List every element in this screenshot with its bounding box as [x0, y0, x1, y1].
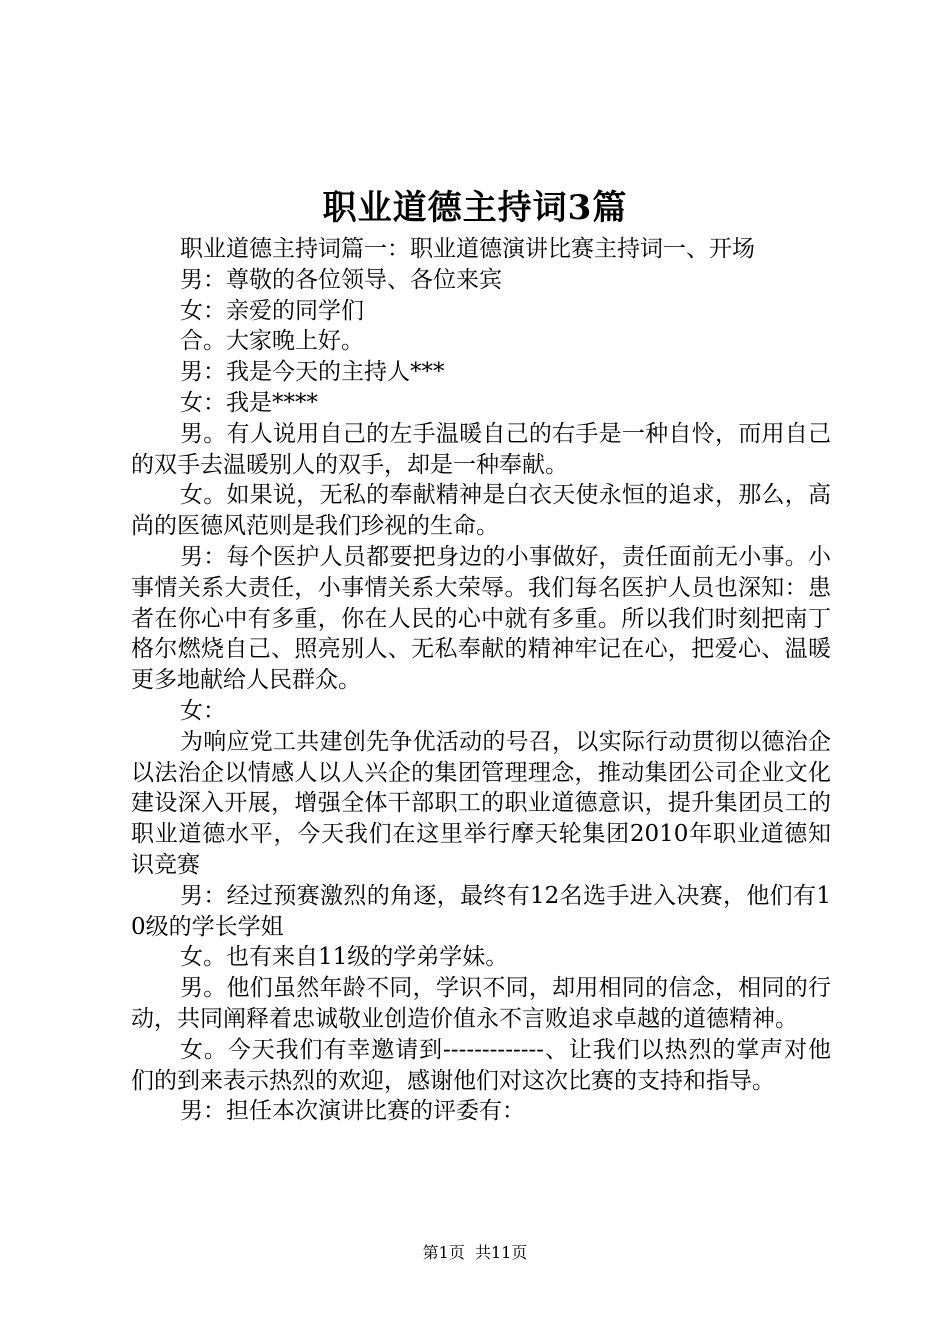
paragraph: 男：尊敬的各位领导、各位来宾	[180, 266, 502, 293]
paragraph: 男。他们虽然年龄不同，学识不同，却用相同的信念，相同的行动，共同阐释着忠诚敬业创造价值永不言败追求卓越的道德精神。	[131, 975, 831, 1032]
page-number-footer: 第1页 共11页	[422, 1243, 528, 1262]
paragraph: 男。有人说用自己的左手温暖自己的右手是一种自怜，而用自己的双手去温暖别人的双手，却是一种奉献。	[131, 420, 831, 478]
paragraph: 男：经过预赛激烈的角逐，最终有12名选手进入决赛，他们有10级的学长学姐	[131, 882, 831, 940]
paragraph: 女：我是****	[180, 389, 318, 416]
paragraph: 女：	[180, 697, 226, 724]
paragraph: 男：担任本次演讲比赛的评委有：	[180, 1098, 525, 1125]
paragraph: 为响应党工共建创先争优活动的号召，以实际行动贯彻以德治企以法治企以情感人以人兴企的集团管理理念，推动集团公司企业文化建设深入开展，增强全体干部职工的职业道德意识，提升集团员工的职业道德水平，今天我们在这里举行摩天轮集团2010年职业道德知识竞赛	[131, 728, 831, 878]
paragraph: 职业道德主持词篇一：职业道德演讲比赛主持词一、开场	[180, 236, 755, 262]
paragraph: 女：亲爱的同学们	[180, 297, 364, 324]
paragraph: 合。大家晚上好。	[180, 328, 364, 355]
paragraph: 男：每个医护人员都要把身边的小事做好，责任面前无小事。小事情关系大责任，小事情关系大荣辱。我们每名医护人员也深知：患者在你心中有多重，你在人民的心中就有多重。所以我们时刻把南丁格尔燃烧自己、照亮别人、无私奉献的精神牢记在心，把爱心、温暖更多地献给人民群众。	[131, 543, 831, 694]
paragraph: 女。如果说，无私的奉献精神是白衣天使永恒的追求，那么，高尚的医德风范则是我们珍视的生命。	[131, 482, 831, 540]
paragraph: 女。今天我们有幸邀请到-------------、让我们以热烈的掌声对他们的到来表示热烈的欢迎，感谢他们对这次比赛的支持和指导。	[131, 1036, 831, 1094]
paragraph: 女。也有来自11级的学弟学妹。	[180, 944, 509, 971]
paragraph: 男：我是今天的主持人***	[180, 359, 445, 386]
document-title: 职业道德主持词3篇	[322, 188, 628, 228]
document-body	[131, 234, 831, 1127]
